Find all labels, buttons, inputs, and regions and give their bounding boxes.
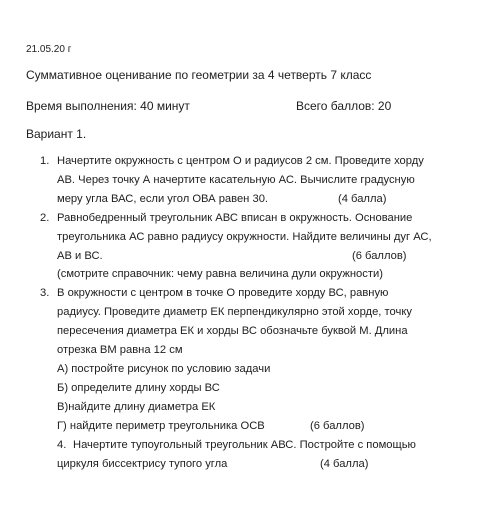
task-2-line: (смотрите справочник: чему равна величина дули окружности)	[57, 268, 383, 280]
task-4-number: 4.	[57, 439, 67, 451]
task-4-line: Начертите тупоугольный треугольник АВС. Постройте с помощью	[73, 439, 416, 451]
task-2-score: (6 баллов)	[352, 250, 407, 262]
document-title: Суммативное оценивание по геометрии за 4 четверть 7 класс	[26, 68, 372, 82]
task-2-line: Равнобедренный треугольник АВС вписан в окружность. Основание	[57, 212, 413, 224]
task-3-line: А) постройте рисунок по условию задачи	[57, 363, 271, 375]
task-3-line: радиусу. Проведите диаметр ЕК перпендикулярно этой хорде, точку	[57, 306, 412, 318]
task-2-line: треугольника АС равно радиусу окружности. Найдите величины дуг АС,	[57, 231, 432, 243]
task-1-line: Начертите окружность с центром О и радиусов 2 см. Проведите хорду	[57, 155, 424, 167]
task-3-score: (6 баллов)	[310, 420, 365, 432]
task-4-line: циркуля биссектрису тупого угла	[57, 458, 228, 470]
task-4-score: (4 балла)	[320, 458, 369, 470]
task-1-line: АВ. Через точку А начертите касательную АС. Вычислите градусную	[57, 174, 415, 186]
task-3-line: В)найдите длину диаметра ЕК	[57, 401, 216, 413]
variant-heading: Вариант 1.	[26, 127, 87, 141]
time-limit: Время выполнения: 40 минут	[26, 99, 190, 113]
task-1-score: (4 балла)	[338, 193, 387, 205]
task-3-line: отрезка ВМ равна 12 см	[57, 344, 183, 356]
task-3-number: 3.	[40, 287, 50, 299]
task-3-line: пересечения диаметра ЕК и хорды ВС обозначьте буквой М. Длина	[57, 325, 408, 337]
task-3-line: В окружности с центром в точке О проведите хорду ВС, равную	[57, 287, 389, 299]
task-1-number: 1.	[40, 155, 50, 167]
task-3-line: Г) найдите периметр треугольника ОСВ	[57, 420, 265, 432]
task-2-line: АВ и ВС.	[57, 250, 103, 262]
task-2-number: 2.	[40, 212, 50, 224]
total-points: Всего баллов: 20	[296, 99, 392, 113]
task-1-line: меру угла ВАС, если угол ОВА равен 30.	[57, 193, 269, 205]
task-3-line: Б) определите длину хорды ВС	[57, 382, 220, 394]
document-date: 21.05.20 г	[26, 44, 72, 55]
